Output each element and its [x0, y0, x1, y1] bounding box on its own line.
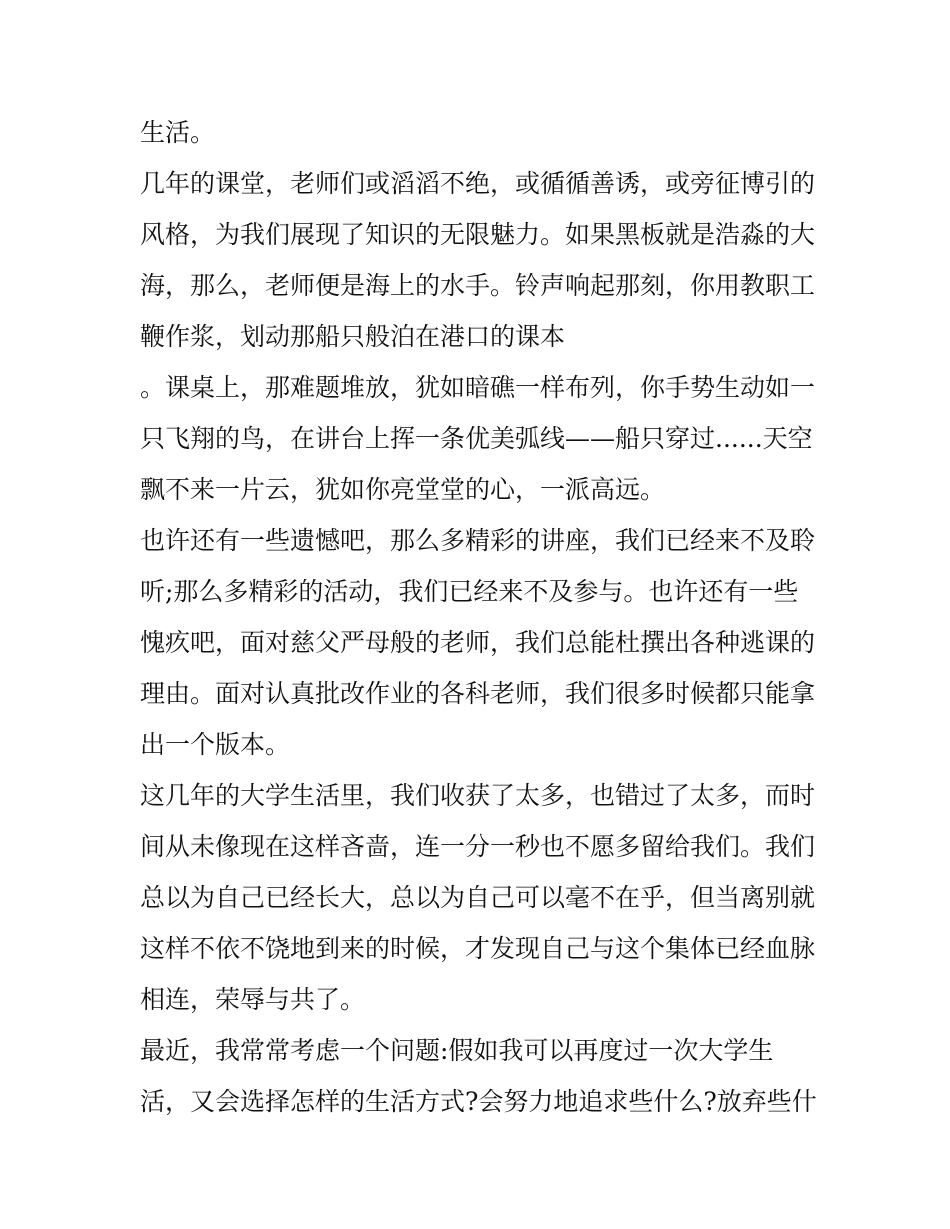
text-line: 最近，我常常考虑一个问题:假如我可以再度过一次大学生 — [140, 1036, 774, 1065]
text-line: 间从未像现在这样吝啬，连一分一秒也不愿多留给我们。我们 — [140, 832, 816, 861]
text-line: 也许还有一些遗憾吧，那么多精彩的讲座，我们已经来不及聆 — [140, 526, 816, 555]
text-line: 这几年的大学生活里，我们收获了太多，也错过了太多，而时 — [140, 781, 816, 810]
text-line: 这样不依不饶地到来的时候，才发现自己与这个集体已经血脉 — [140, 934, 816, 963]
text-line: 海，那么，老师便是海上的水手。铃声响起那刻，你用教职工 — [140, 271, 816, 300]
text-line: 。课桌上，那难题堆放，犹如暗礁一样布列，你手势生动如一 — [140, 373, 816, 402]
text-line: 飘不来一片云，犹如你亮堂堂的心，一派高远。 — [140, 475, 666, 504]
text-line: 理由。面对认真批改作业的各科老师，我们很多时候都只能拿 — [140, 679, 816, 708]
text-line: 活，又会选择怎样的生活方式?会努力地追求些什么?放弃些什 — [140, 1087, 817, 1116]
text-line: 听;那么多精彩的活动，我们已经来不及参与。也许还有一些 — [140, 577, 799, 606]
text-line: 鞭作浆，划动那船只般泊在港口的课本 — [140, 322, 566, 351]
text-line: 只飞翔的鸟，在讲台上挥一条优美弧线——船只穿过......天空 — [140, 424, 813, 453]
text-line: 愧疚吧，面对慈父严母般的老师，我们总能杜撰出各种逃课的 — [140, 628, 816, 657]
text-line: 相连，荣辱与共了。 — [140, 985, 366, 1014]
text-line: 出一个版本。 — [140, 730, 291, 759]
text-line: 风格，为我们展现了知识的无限魅力。如果黑板就是浩淼的大 — [140, 220, 816, 249]
text-line: 生活。 — [140, 118, 216, 147]
document-body — [140, 107, 830, 1127]
text-line: 几年的课堂，老师们或滔滔不绝，或循循善诱，或旁征博引的 — [140, 169, 816, 198]
text-line: 总以为自己已经长大，总以为自己可以毫不在乎，但当离别就 — [140, 883, 816, 912]
